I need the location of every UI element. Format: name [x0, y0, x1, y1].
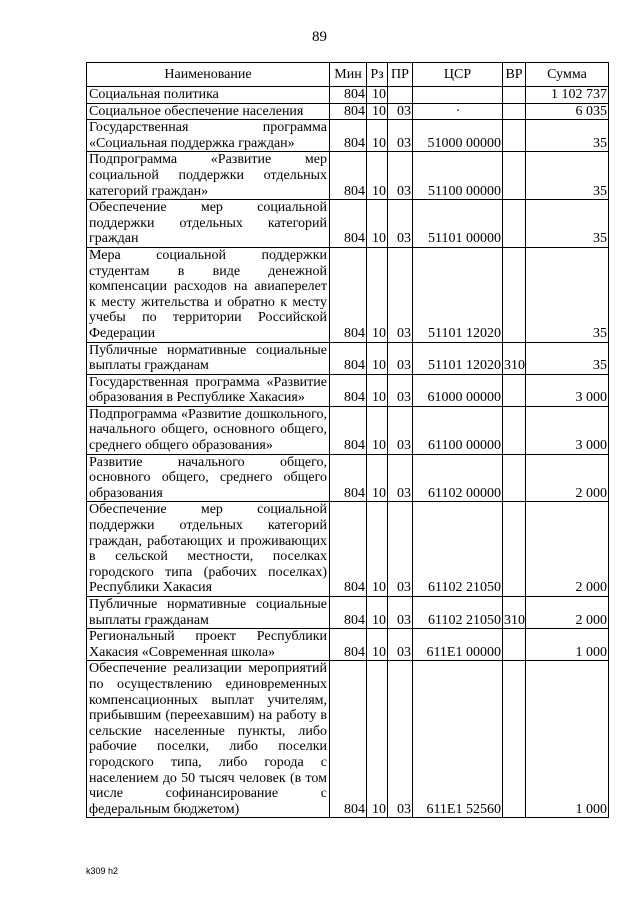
- row-vr: [503, 152, 526, 200]
- row-sum: 2 000: [526, 502, 609, 597]
- row-csr: 51000 00000: [413, 120, 503, 152]
- row-csr: 51100 00000: [413, 152, 503, 200]
- row-vr: [503, 661, 526, 818]
- row-rz: 10: [367, 342, 388, 374]
- row-vr: [503, 247, 526, 342]
- row-name: Государственная программа «Социальная поддержка граждан»: [87, 120, 330, 152]
- row-name: Обеспечение мер социальной поддержки отдельных категорий граждан, работающих и проживающих в сельской местности, поселках городского типа (рабочих поселках) Республики Хакасия: [87, 502, 330, 597]
- row-min: 804: [330, 87, 367, 104]
- row-rz: 10: [367, 87, 388, 104]
- row-rz: 10: [367, 374, 388, 406]
- row-vr: [503, 406, 526, 454]
- row-min: 804: [330, 152, 367, 200]
- row-csr: 51101 12020: [413, 342, 503, 374]
- row-min: 804: [330, 406, 367, 454]
- row-name: Подпрограмма «Развитие дошкольного, начального общего, основного общего, среднего общего образования»: [87, 406, 330, 454]
- row-sum: 35: [526, 120, 609, 152]
- row-min: 804: [330, 502, 367, 597]
- row-pr: 03: [388, 406, 413, 454]
- row-rz: 10: [367, 454, 388, 502]
- row-vr: [503, 374, 526, 406]
- row-csr: 61102 21050: [413, 502, 503, 597]
- row-pr: 03: [388, 454, 413, 502]
- row-csr: 61102 00000: [413, 454, 503, 502]
- header-vr: ВР: [503, 63, 526, 87]
- table-row: [87, 247, 609, 342]
- row-name: Социальное обеспечение населения: [87, 103, 330, 120]
- row-csr: 61100 00000: [413, 406, 503, 454]
- row-rz: 10: [367, 200, 388, 248]
- table-row: [87, 661, 609, 818]
- row-pr: 03: [388, 103, 413, 120]
- row-sum: 2 000: [526, 454, 609, 502]
- table-row: [87, 502, 609, 597]
- row-pr: [388, 87, 413, 104]
- row-vr: [503, 120, 526, 152]
- table-row: [87, 406, 609, 454]
- table-header-row: [87, 63, 609, 87]
- row-min: 804: [330, 120, 367, 152]
- row-rz: 10: [367, 406, 388, 454]
- table-row: [87, 200, 609, 248]
- row-vr: [503, 629, 526, 661]
- header-sum: Сумма: [526, 63, 609, 87]
- row-pr: 03: [388, 152, 413, 200]
- row-name: Мера социальной поддержки студентам в виде денежной компенсации расходов на авиаперелет к месту жительства и обратно к месту учебы по территории Российской Федерации: [87, 247, 330, 342]
- header-min: Мин: [330, 63, 367, 87]
- row-vr: [503, 103, 526, 120]
- row-pr: 03: [388, 247, 413, 342]
- table-row: [87, 374, 609, 406]
- row-vr: [503, 87, 526, 104]
- row-pr: 03: [388, 661, 413, 818]
- row-name: Социальная политика: [87, 87, 330, 104]
- row-min: 804: [330, 247, 367, 342]
- row-sum: 6 035: [526, 103, 609, 120]
- row-vr: [503, 200, 526, 248]
- row-name: Развитие начального общего, основного общего, среднего общего образования: [87, 454, 330, 502]
- row-min: 804: [330, 374, 367, 406]
- row-name: Обеспечение мер социальной поддержки отдельных категорий граждан: [87, 200, 330, 248]
- row-pr: 03: [388, 120, 413, 152]
- table-row: [87, 120, 609, 152]
- row-min: 804: [330, 661, 367, 818]
- row-name: Публичные нормативные социальные выплаты гражданам: [87, 342, 330, 374]
- row-pr: 03: [388, 342, 413, 374]
- row-rz: 10: [367, 661, 388, 818]
- row-min: 804: [330, 200, 367, 248]
- row-min: 804: [330, 103, 367, 120]
- header-csr: ЦСР: [413, 63, 503, 87]
- row-csr: 611E1 00000: [413, 629, 503, 661]
- row-sum: 2 000: [526, 597, 609, 629]
- budget-table: [86, 62, 609, 818]
- row-name: Подпрограмма «Развитие мер социальной поддержки отдельных категорий граждан»: [87, 152, 330, 200]
- row-rz: 10: [367, 597, 388, 629]
- row-min: 804: [330, 597, 367, 629]
- row-pr: 03: [388, 374, 413, 406]
- row-name: Региональный проект Республики Хакасия «Современная школа»: [87, 629, 330, 661]
- row-csr: 51101 00000: [413, 200, 503, 248]
- row-pr: 03: [388, 629, 413, 661]
- row-sum: 3 000: [526, 374, 609, 406]
- row-min: 804: [330, 342, 367, 374]
- page-number: 89: [312, 29, 327, 45]
- row-sum: 35: [526, 152, 609, 200]
- table-row: [87, 454, 609, 502]
- row-csr: 611E1 52560: [413, 661, 503, 818]
- row-sum: 1 102 737: [526, 87, 609, 104]
- row-sum: 1 000: [526, 661, 609, 818]
- footer-code: k309 h2: [86, 866, 119, 876]
- row-rz: 10: [367, 629, 388, 661]
- header-name: Наименование: [87, 63, 330, 87]
- row-sum: 3 000: [526, 406, 609, 454]
- row-csr: 61000 00000: [413, 374, 503, 406]
- row-rz: 10: [367, 502, 388, 597]
- row-csr: 51101 12020: [413, 247, 503, 342]
- row-pr: 03: [388, 200, 413, 248]
- row-vr: 310: [503, 597, 526, 629]
- row-vr: [503, 502, 526, 597]
- row-pr: 03: [388, 597, 413, 629]
- row-vr: 310: [503, 342, 526, 374]
- row-rz: 10: [367, 120, 388, 152]
- row-pr: 03: [388, 502, 413, 597]
- row-min: 804: [330, 454, 367, 502]
- row-sum: 35: [526, 247, 609, 342]
- row-name: Государственная программа «Развитие образования в Республике Хакасия»: [87, 374, 330, 406]
- row-name: Обеспечение реализации мероприятий по осуществлению единовременных компенсационных выплат учителям, прибывшим (переехавшим) на работу в сельские населенные пункты, либо рабочие поселки, либо поселки городского типа, либо города с населением до 50 тысяч человек (в том числе софинансирование с федеральным бюджетом): [87, 661, 330, 818]
- table-row: [87, 152, 609, 200]
- row-rz: 10: [367, 103, 388, 120]
- header-rz: Рз: [367, 63, 388, 87]
- row-csr: 61102 21050: [413, 597, 503, 629]
- row-sum: 35: [526, 342, 609, 374]
- row-rz: 10: [367, 247, 388, 342]
- table-row: [87, 629, 609, 661]
- row-sum: 1 000: [526, 629, 609, 661]
- row-min: 804: [330, 629, 367, 661]
- table-row: [87, 87, 609, 104]
- row-vr: [503, 454, 526, 502]
- row-csr: ·: [413, 103, 503, 120]
- row-name: Публичные нормативные социальные выплаты гражданам: [87, 597, 330, 629]
- header-pr: ПР: [388, 63, 413, 87]
- row-rz: 10: [367, 152, 388, 200]
- table-row: [87, 342, 609, 374]
- row-sum: 35: [526, 200, 609, 248]
- table-row: [87, 103, 609, 120]
- table-row: [87, 597, 609, 629]
- table-body: [87, 87, 609, 818]
- row-csr: [413, 87, 503, 104]
